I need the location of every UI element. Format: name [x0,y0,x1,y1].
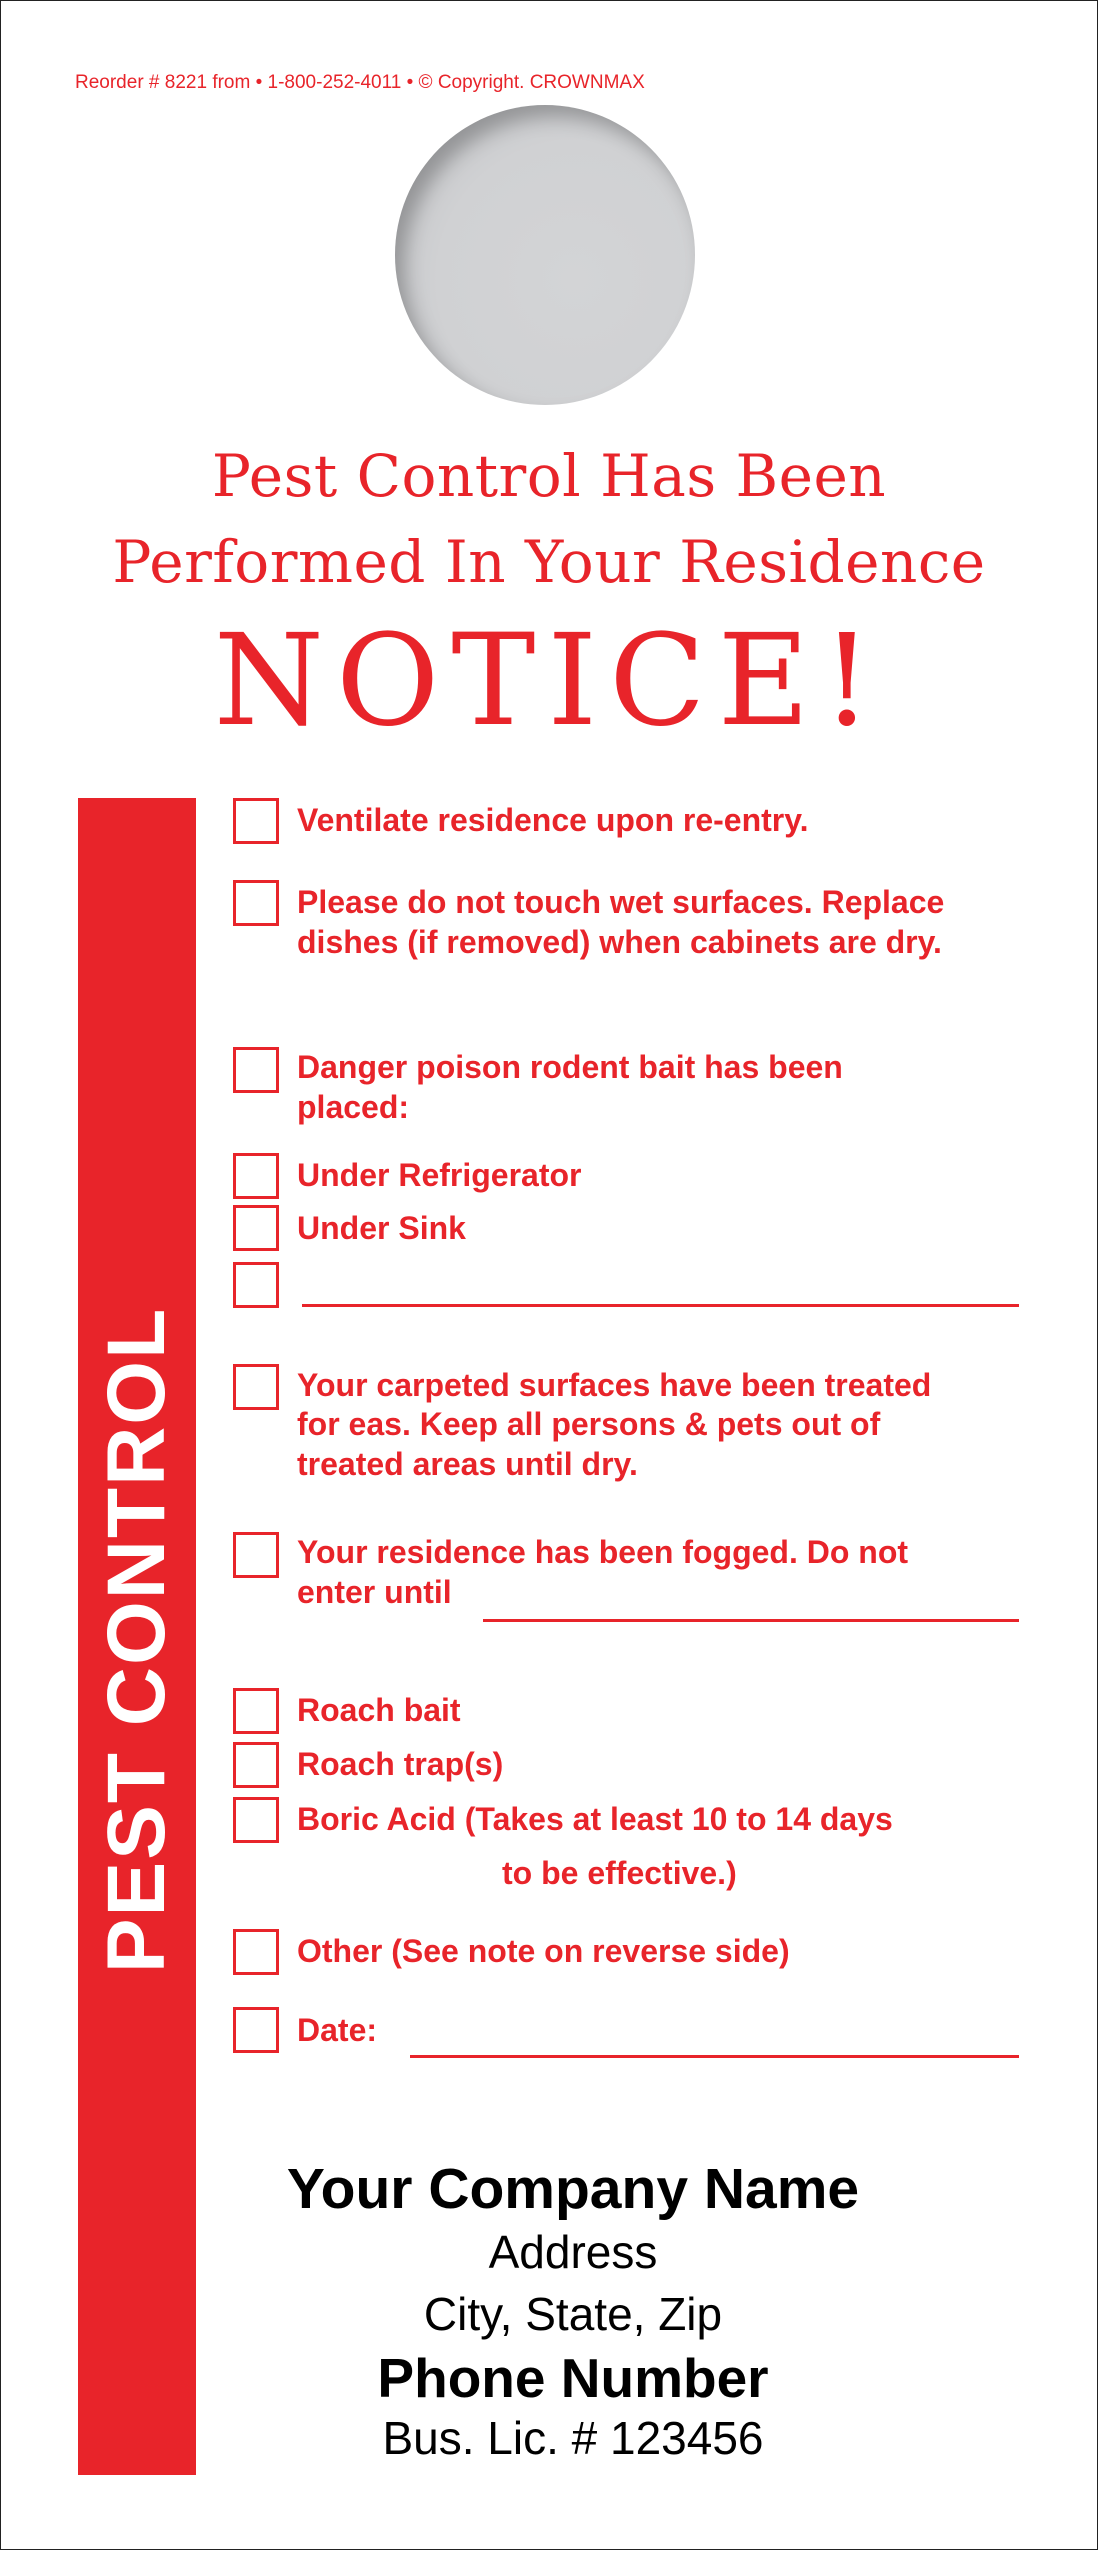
label-carpet-3: treated areas until dry. [297,1446,638,1482]
other-location-line[interactable] [302,1304,1019,1307]
reorder-info: Reorder # 8221 from • 1-800-252-4011 • © Copyright. CROWNMAX [75,72,645,93]
checkbox-other-location[interactable] [233,1262,279,1308]
label-carpet-2: for eas. Keep all persons & pets out of [297,1406,881,1442]
side-banner-text: PEST CONTROL [91,1306,182,1974]
company-address: Address [488,2226,658,2278]
checkbox-under-sink[interactable] [233,1205,279,1251]
label-rodent-bait-2: placed: [297,1089,410,1125]
label-other: Other (See note on reverse side) [297,1933,790,1969]
label-carpet-1: Your carpeted surfaces have been treated [297,1367,932,1403]
headline-line-1: Pest Control Has Been [211,442,887,510]
label-boric-acid-1: Boric Acid (Takes at least 10 to 14 days [297,1801,893,1837]
label-roach-bait: Roach bait [297,1692,461,1728]
label-ventilate: Ventilate residence upon re-entry. [297,802,809,838]
door-hanger-hole [395,105,695,405]
company-license: Bus. Lic. # 123456 [382,2412,764,2464]
headline-line-2: Performed In Your Residence [112,528,986,596]
label-fogged-1: Your residence has been fogged. Do not [297,1534,909,1570]
checkbox-rodent-bait[interactable] [233,1047,279,1093]
checkbox-boric-acid[interactable] [233,1797,279,1843]
label-date: Date: [297,2012,378,2048]
checkbox-fogged[interactable] [233,1532,279,1578]
checkbox-ventilate[interactable] [233,798,279,844]
checkbox-carpet-treated[interactable] [233,1364,279,1410]
checkbox-wet-surfaces[interactable] [233,880,279,926]
checkbox-roach-traps[interactable] [233,1742,279,1788]
label-roach-traps: Roach trap(s) [297,1746,504,1782]
notice-title: NOTICE! [213,607,885,754]
date-line[interactable] [410,2055,1019,2058]
checkbox-roach-bait[interactable] [233,1688,279,1734]
checkbox-other[interactable] [233,1929,279,1975]
label-fogged-2: enter until [297,1574,452,1610]
label-wet-surfaces-1: Please do not touch wet surfaces. Replace [297,884,945,920]
company-phone: Phone Number [377,2347,769,2409]
fogged-until-line[interactable] [483,1619,1019,1622]
company-name: Your Company Name [286,2157,860,2221]
label-wet-surfaces-2: dishes (if removed) when cabinets are dry. [297,924,942,960]
checkbox-date[interactable] [233,2007,279,2053]
label-under-sink: Under Sink [297,1210,466,1246]
label-rodent-bait-1: Danger poison rodent bait has been [297,1049,843,1085]
company-city: City, State, Zip [423,2288,723,2340]
label-boric-acid-2: to be effective.) [502,1855,737,1891]
checkbox-under-refrigerator[interactable] [233,1153,279,1199]
label-under-refrigerator: Under Refrigerator [297,1157,582,1193]
